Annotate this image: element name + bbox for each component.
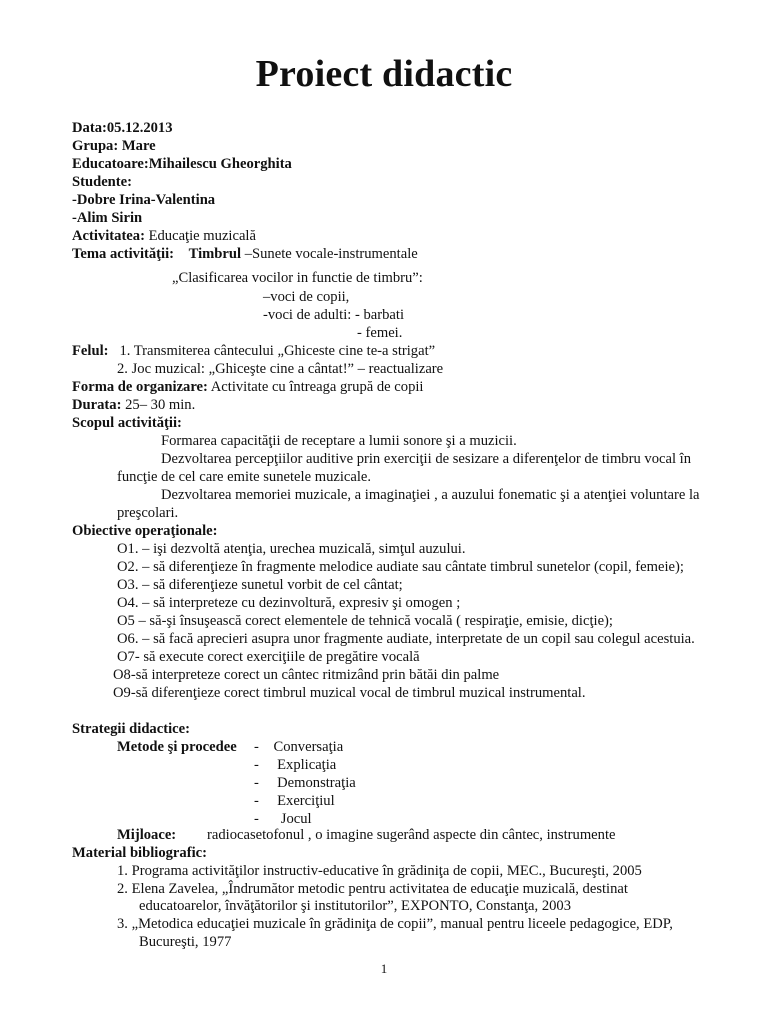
- type-line-1: [72, 342, 435, 360]
- duration-line: [72, 396, 195, 414]
- organization-line: [72, 378, 424, 396]
- method-item: - Exerciţiul: [254, 793, 335, 809]
- method-item: - Explicaţia: [254, 757, 337, 773]
- purpose-line: Dezvoltarea percepţiilor auditive prin exerciţii de sesizare a diferenţelor de timbru vocal în: [161, 451, 691, 467]
- objective-item: O8-să interpreteze corect un cântec ritmizând prin bătăi din palme: [113, 667, 500, 683]
- teacher-label: Educatoare:: [72, 156, 149, 172]
- purpose-label: Scopul activităţii:: [72, 415, 182, 431]
- bibliography-item: 2. Elena Zavelea, „Îndrumător metodic pentru activitatea de educaţie muzicală, destinat: [117, 881, 628, 897]
- objective-item: O9-să diferenţieze corect timbrul muzical vocal de timbrul muzical instrumental.: [113, 685, 586, 701]
- theme-label: Tema activităţii:: [72, 246, 174, 262]
- activity-value: Educaţie muzicală: [148, 228, 256, 244]
- purpose-line: preşcolari.: [117, 505, 179, 521]
- type-item-2: 2. Joc muzical: „Ghiceşte cine a cântat!” – reactualizare: [117, 361, 444, 377]
- theme-rest: –Sunete vocale-instrumentale: [244, 246, 418, 262]
- objective-item: O2. – să diferenţieze în fragmente melodice audiate sau cântate timbrul sunetelor (copil, femeie);: [117, 559, 684, 575]
- classification-adults: -voci de adulti: - barbati: [263, 307, 405, 323]
- objective-item: O5 – să-şi însuşească corect elementele de tehnică vocală ( respiraţie, emisie, dicţie);: [117, 613, 613, 629]
- objective-item: O7- să execute corect exerciţiile de pregătire vocală: [117, 649, 420, 665]
- students-label: Studente:: [72, 174, 132, 190]
- classification-children: –voci de copii,: [263, 289, 350, 305]
- theme-line: [72, 245, 418, 263]
- date-line: Data:05.12.2013: [72, 120, 173, 136]
- type-item-1: 1. Transmiterea cântecului „Ghiceste cine te-a strigat”: [119, 343, 436, 359]
- method-item: - Demonstraţia: [254, 775, 356, 791]
- activity-label: Activitatea:: [72, 228, 145, 244]
- methods-label: Metode şi procedee: [117, 739, 237, 755]
- means-value: radiocasetofonul , o imagine sugerând aspecte din cântec, instrumente: [207, 827, 616, 843]
- group-label: Grupa:: [72, 138, 119, 154]
- purpose-line: Formarea capacităţii de receptare a lumii sonore şi a muzicii.: [161, 433, 517, 449]
- bibliography-item: 1. Programa activităţilor instructiv-educative în grădiniţa de copii, MEC., Bucureşti, 2005: [117, 863, 642, 879]
- objective-item: O3. – să diferenţieze sunetul vorbit de cel cântat;: [117, 577, 403, 593]
- organization-label: Forma de organizare:: [72, 379, 208, 395]
- duration-value: 25– 30 min.: [125, 397, 196, 413]
- teacher-line: [72, 155, 292, 173]
- activity-line: [72, 227, 256, 245]
- purpose-line: Dezvoltarea memoriei muzicale, a imaginaţiei , a auzului fonematic şi a atenţiei voluntare la: [161, 487, 700, 503]
- strategies-label: Strategii didactice:: [72, 721, 190, 737]
- classification-women: - femei.: [357, 325, 403, 341]
- purpose-line: funcţie de cel care emite sunetele muzicale.: [117, 469, 372, 485]
- objective-item: O4. – să interpreteze cu dezinvoltură, expresiv şi omogen ;: [117, 595, 461, 611]
- page-title: Proiect didactic: [255, 53, 513, 95]
- bibliography-label: Material bibliografic:: [72, 845, 207, 861]
- theme-topic: Timbrul: [188, 246, 242, 262]
- objectives-label: Obiective operaţionale:: [72, 523, 218, 539]
- student-item: -Alim Sirin: [72, 210, 143, 226]
- method-item: - Conversaţia: [254, 739, 344, 755]
- group-line: [72, 137, 156, 155]
- method-item: - Jocul: [254, 811, 312, 827]
- duration-label: Durata:: [72, 397, 122, 413]
- bibliography-item: educatoarelor, învăţătorilor şi institutorilor”, EXPONTO, Constanţa, 2003: [139, 898, 572, 914]
- group-value: Mare: [121, 138, 156, 154]
- objective-item: O1. – işi dezvoltă atenţia, urechea muzicală, simţul auzului.: [117, 541, 466, 557]
- bibliography-item: Bucureşti, 1977: [139, 934, 232, 950]
- classification-heading: „Clasificarea vocilor in functie de timbru”:: [172, 270, 423, 286]
- student-item: -Dobre Irina-Valentina: [72, 192, 216, 208]
- organization-value: Activitate cu întreaga grupă de copii: [210, 379, 424, 395]
- bibliography-item: 3. „Metodica educaţiei muzicale în grădiniţa de copii”, manual pentru liceele pedagogice, EDP,: [117, 916, 673, 932]
- teacher-value: Mihailescu Gheorghita: [148, 156, 292, 172]
- objective-item: O6. – să facă aprecieri asupra unor fragmente audiate, interpretate de un copil sau colegul acestuia.: [117, 631, 695, 647]
- type-label: Felul:: [72, 343, 109, 359]
- means-label: Mijloace:: [117, 827, 177, 843]
- page-number: 1: [380, 961, 388, 976]
